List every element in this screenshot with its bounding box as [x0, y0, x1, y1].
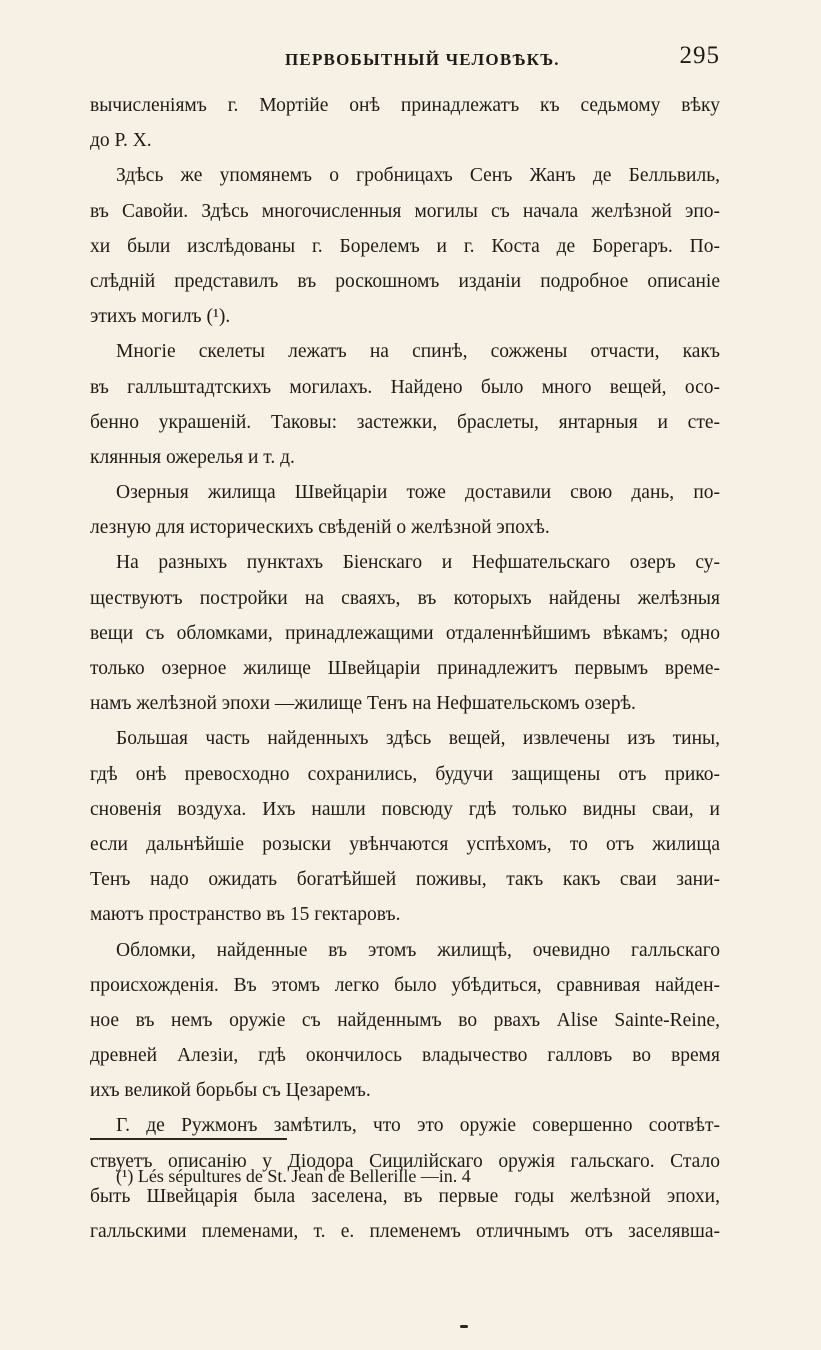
- body-text: [90, 88, 720, 1249]
- text-line: ихъ великой борьбы съ Цезаремъ.: [90, 1080, 371, 1102]
- text-line: ществуютъ постройки на сваяхъ, въ которыхъ найдены желѣзныя: [90, 587, 720, 609]
- text-line: клянныя ожерелья и т. д.: [90, 446, 295, 468]
- text-line: ствуетъ описанію у Діодора Сицилійскаго оружія гальскаго. Стало: [90, 1150, 720, 1172]
- text-line: вещи съ обломками, принадлежащими отдаленнѣйшимъ вѣкамъ; одно: [90, 622, 720, 644]
- text-line: Г. де Ружмонъ замѣтилъ, что это оружіе совершенно соотвѣт-: [116, 1115, 720, 1137]
- text-line: хи были изслѣдованы г. Борелемъ и г. Коста де Борегаръ. По-: [90, 235, 720, 257]
- text-line: галльскими племенами, т. е. племенемъ отличнымъ отъ заселявша-: [90, 1221, 720, 1242]
- text-line: Обломки, найденные въ этомъ жилищѣ, очевидно галльскаго: [116, 939, 720, 961]
- footnote-divider: [90, 1138, 287, 1140]
- printer-mark: [460, 1325, 468, 1328]
- text-line: бенно украшеній. Таковы: застежки, браслеты, янтарныя и сте-: [90, 411, 720, 433]
- text-line: этихъ могилъ (¹).: [90, 306, 231, 328]
- page-header: [90, 44, 720, 74]
- text-line: намъ желѣзной эпохи —жилище Тенъ на Нефшательскомъ озерѣ.: [90, 693, 636, 715]
- text-line: ное въ немъ оружіе съ найденнымъ во рвахъ Alise Sainte-Reine,: [90, 1009, 720, 1031]
- footnote: (¹) Lés sépultures de St. Jean de Bellerille —in. 4: [116, 1166, 471, 1186]
- text-line: до Р. Х.: [90, 130, 152, 152]
- text-line: Здѣсь же упомянемъ о гробницахъ Сенъ Жанъ де Белльвиль,: [116, 165, 720, 187]
- text-line: гдѣ онѣ превосходно сохранились, будучи защищены отъ прико-: [90, 763, 720, 785]
- text-line: древней Алезіи, гдѣ окончилось владычество галловъ во время: [90, 1045, 720, 1067]
- page-number: 295: [679, 42, 720, 69]
- text-line: На разныхъ пунктахъ Біенскаго и Нефшательскаго озеръ су-: [116, 552, 720, 574]
- text-line: вычисленіямъ г. Мортійе онѣ принадлежатъ къ седьмому вѣку: [90, 95, 720, 116]
- text-line: Многіе скелеты лежатъ на спинѣ, сожжены отчасти, какъ: [116, 341, 720, 363]
- text-line: Озерныя жилища Швейцаріи тоже доставили свою дань, по-: [116, 482, 720, 504]
- running-title: ПЕРВОБЫТНЫЙ ЧЕЛОВѢКЪ.: [285, 50, 560, 69]
- text-line: Большая часть найденныхъ здѣсь вещей, извлечены изъ тины,: [116, 728, 720, 750]
- text-line: въ галльштадтскихъ могилахъ. Найдено было много вещей, осо-: [90, 376, 720, 398]
- text-line: Тенъ надо ожидать богатѣйшей поживы, такъ какъ сваи зани-: [90, 869, 720, 891]
- text-line: если дальнѣйшіе розыски увѣнчаются успѣхомъ, то отъ жилища: [90, 833, 720, 855]
- text-line: въ Савойи. Здѣсь многочисленныя могилы съ начала желѣзной эпо-: [90, 200, 720, 222]
- text-line: происхожденія. Въ этомъ легко было убѣдиться, сравнивая найден-: [90, 974, 720, 996]
- text-line: сновенія воздуха. Ихъ нашли повсюду гдѣ только видны сваи, и: [90, 798, 720, 820]
- text-line: только озерное жилище Швейцаріи принадлежитъ первымъ време-: [90, 658, 720, 679]
- text-line: маютъ пространство въ 15 гектаровъ.: [90, 904, 401, 926]
- text-line: быть Швейцарія была заселена, въ первые годы желѣзной эпохи,: [90, 1185, 720, 1207]
- text-line: слѣдній представилъ въ роскошномъ изданіи подробное описаніе: [90, 270, 720, 292]
- text-line: лезную для историческихъ свѣденій о желѣзной эпохѣ.: [90, 517, 550, 539]
